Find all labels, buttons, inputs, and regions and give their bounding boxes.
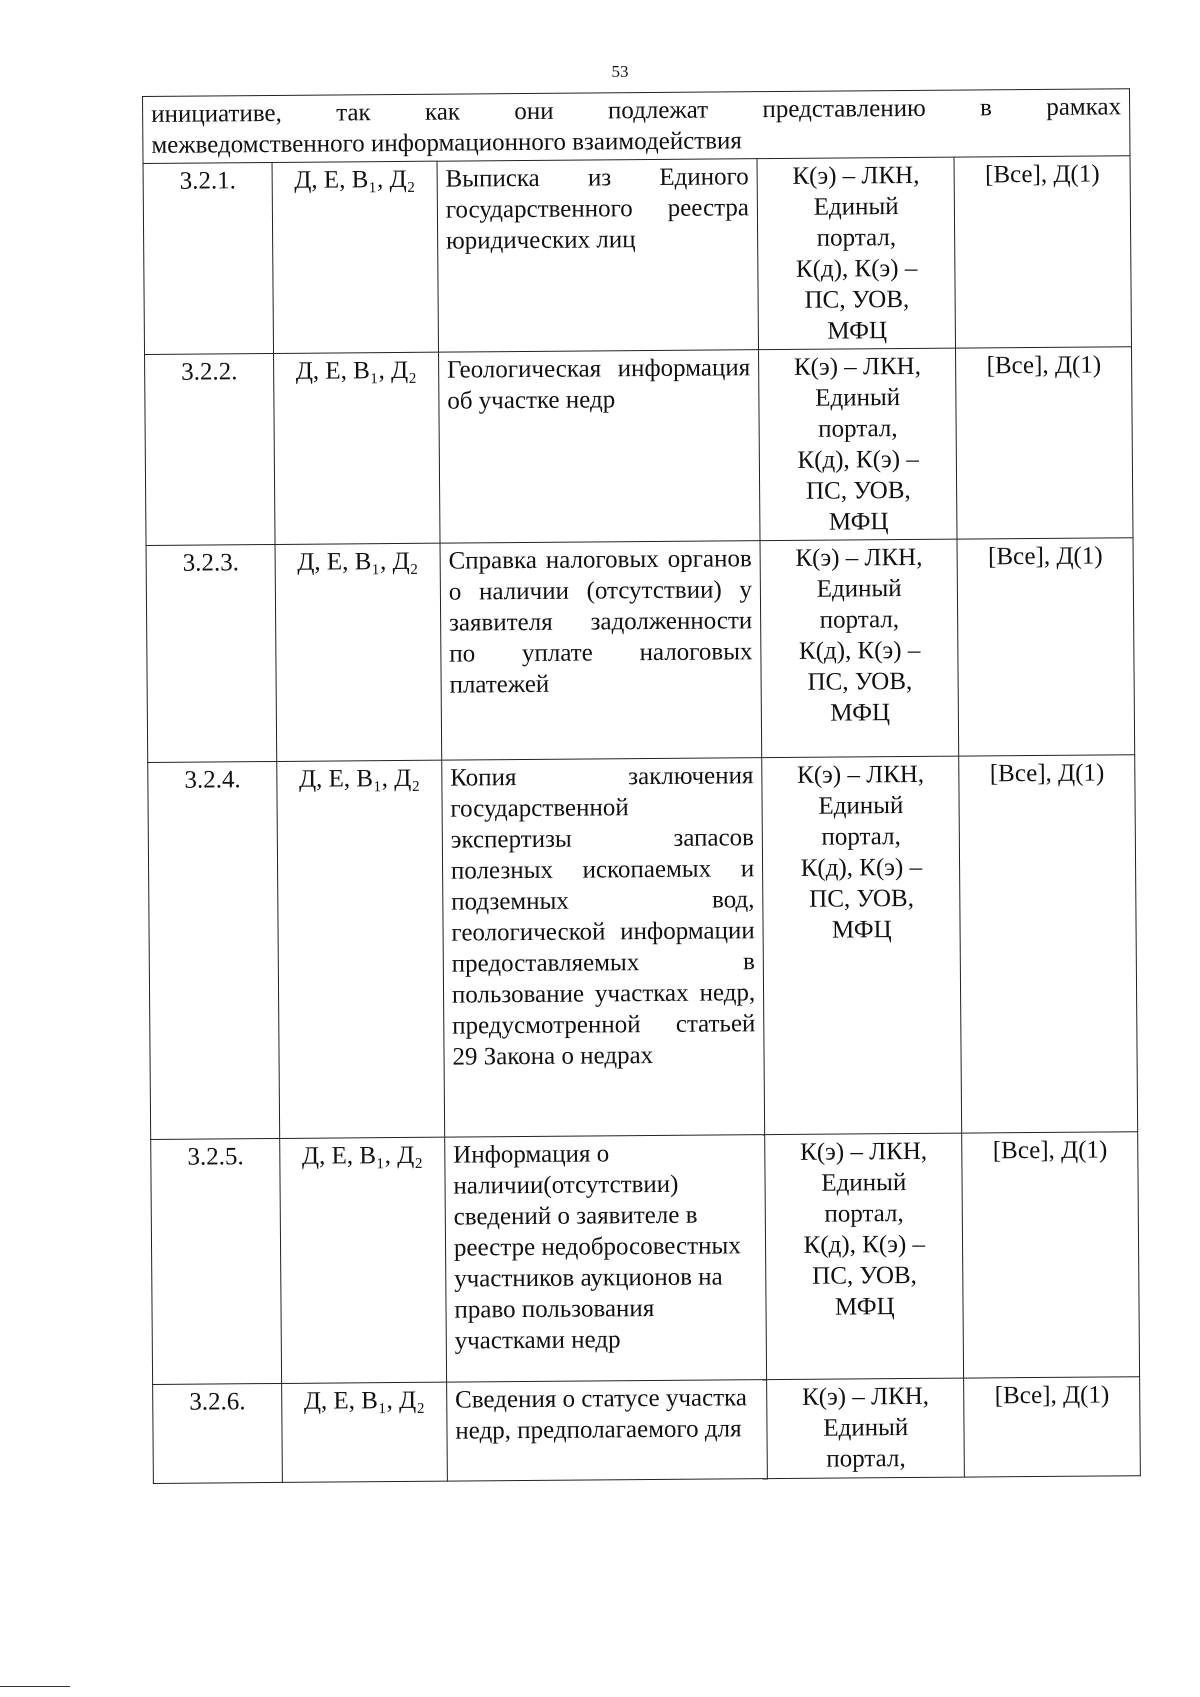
method-line: К(э) – ЛКН, (792, 161, 920, 190)
method-line: К(д), К(э) – (795, 254, 918, 283)
method-line: ПС, УОВ, (807, 667, 913, 696)
row-result: [Все], Д(1) (957, 538, 1134, 756)
method-line: МФЦ (828, 508, 889, 536)
row-number: 3.2.4. (148, 761, 280, 1139)
heading-word: инициативе, (151, 99, 282, 128)
method-line: ПС, УОВ, (812, 1261, 917, 1290)
method-line: МФЦ (830, 699, 891, 727)
row-codes: Д, Е, В₁, Д₂ (274, 352, 440, 544)
row-number: 3.2.5. (151, 1138, 282, 1384)
row-codes: Д, Е, В₁, Д₂ (277, 760, 444, 1138)
table-row (145, 347, 1133, 546)
method-line: портал, (824, 1200, 904, 1228)
row-codes: Д, Е, В₁, Д₂ (275, 543, 441, 761)
method-line: К(э) – ЛКН, (799, 1137, 928, 1166)
method-line: Единый (813, 193, 899, 221)
footer-rule (0, 1686, 70, 1687)
heading-line-2: межведомственного информационного взаимодействия (151, 127, 742, 159)
method-line: портал, (816, 224, 897, 252)
row-result: [Все], Д(1) (954, 156, 1131, 348)
method-line: К(э) – ЛКН, (801, 1382, 930, 1411)
method-line: портал, (819, 606, 900, 634)
row-result: [Все], Д(1) (964, 1377, 1140, 1477)
heading-word: рамках (1046, 93, 1122, 121)
row-description: Информация о наличии(отсутствии) сведений о заявителе в реестре недобросовестных участников аукционов на право пользования участками недр (445, 1135, 767, 1383)
heading-word: как (424, 98, 461, 126)
table-row (143, 156, 1131, 355)
heading-word: подлежат (607, 96, 709, 125)
table-row (153, 1377, 1141, 1484)
row-submission-method (767, 1378, 965, 1479)
row-submission-method (759, 348, 958, 541)
method-line: МФЦ (834, 1293, 895, 1321)
method-line: ПС, УОВ, (804, 285, 910, 314)
method-line: портал, (821, 823, 901, 851)
method-line: МФЦ (827, 317, 888, 345)
row-submission-method (762, 756, 962, 1135)
row-number: 3.2.1. (143, 162, 274, 354)
method-line: Единый (821, 1169, 907, 1197)
row-description: Копия заключения государственной экспертизы запасов полезных ископаемых и подземных вод, геологической информации предоставляемых в пользование участках недр, предусмотренной статьей 29 Закона о недрах (442, 758, 765, 1138)
heading-word: они (514, 97, 554, 126)
method-line: портал, (826, 1445, 906, 1473)
method-line: ПС, УОВ, (805, 476, 911, 505)
method-line: Единый (815, 384, 901, 412)
row-submission-method (760, 539, 959, 758)
row-codes: Д, Е, В₁, Д₂ (282, 1382, 447, 1482)
row-number: 3.2.6. (153, 1383, 283, 1483)
method-line: К(д), К(э) – (797, 445, 919, 474)
method-line: МФЦ (831, 916, 892, 944)
row-description: Сведения о статусе участка недр, предполагаемого для (446, 1380, 767, 1482)
documents-table (142, 88, 1141, 1484)
table-row (146, 538, 1135, 763)
method-line: К(э) – ЛКН, (795, 543, 923, 572)
row-number: 3.2.2. (145, 353, 276, 545)
row-result: [Все], Д(1) (962, 1132, 1139, 1378)
row-codes: Д, Е, В₁, Д₂ (272, 161, 438, 353)
row-result: [Все], Д(1) (956, 347, 1133, 539)
method-line: К(э) – ЛКН, (793, 352, 922, 381)
method-line: Единый (818, 792, 904, 820)
row-result: [Все], Д(1) (959, 755, 1138, 1133)
heading-word: в (979, 94, 993, 122)
heading-word: представлению (762, 94, 926, 124)
row-number: 3.2.3. (146, 544, 277, 762)
table-row (148, 755, 1138, 1140)
method-line: Единый (816, 575, 902, 603)
row-description: Выписка из Единого государственного реестра юридических лиц (437, 159, 759, 353)
row-description: Справка налоговых органов о наличии (отсутствии) у заявителя задолженности по уплате налоговых платежей (440, 541, 762, 761)
method-line: Единый (823, 1414, 909, 1442)
method-line: ПС, УОВ, (809, 884, 915, 913)
section-heading (143, 89, 1130, 164)
method-line: портал, (818, 415, 898, 443)
table-row (151, 1132, 1140, 1385)
method-line: К(д), К(э) – (798, 636, 921, 665)
row-description: Геологическая информация об участке недр (438, 350, 760, 544)
method-line: К(э) – ЛКН, (797, 760, 925, 789)
method-line: К(д), К(э) – (803, 1230, 926, 1259)
row-submission-method (765, 1133, 964, 1380)
page-number: 53 (611, 62, 629, 81)
row-codes: Д, Е, В₁, Д₂ (280, 1137, 446, 1383)
table-header-row (143, 89, 1130, 164)
method-line: К(д), К(э) – (800, 853, 923, 882)
heading-word: так (336, 99, 371, 127)
row-submission-method (757, 157, 956, 350)
